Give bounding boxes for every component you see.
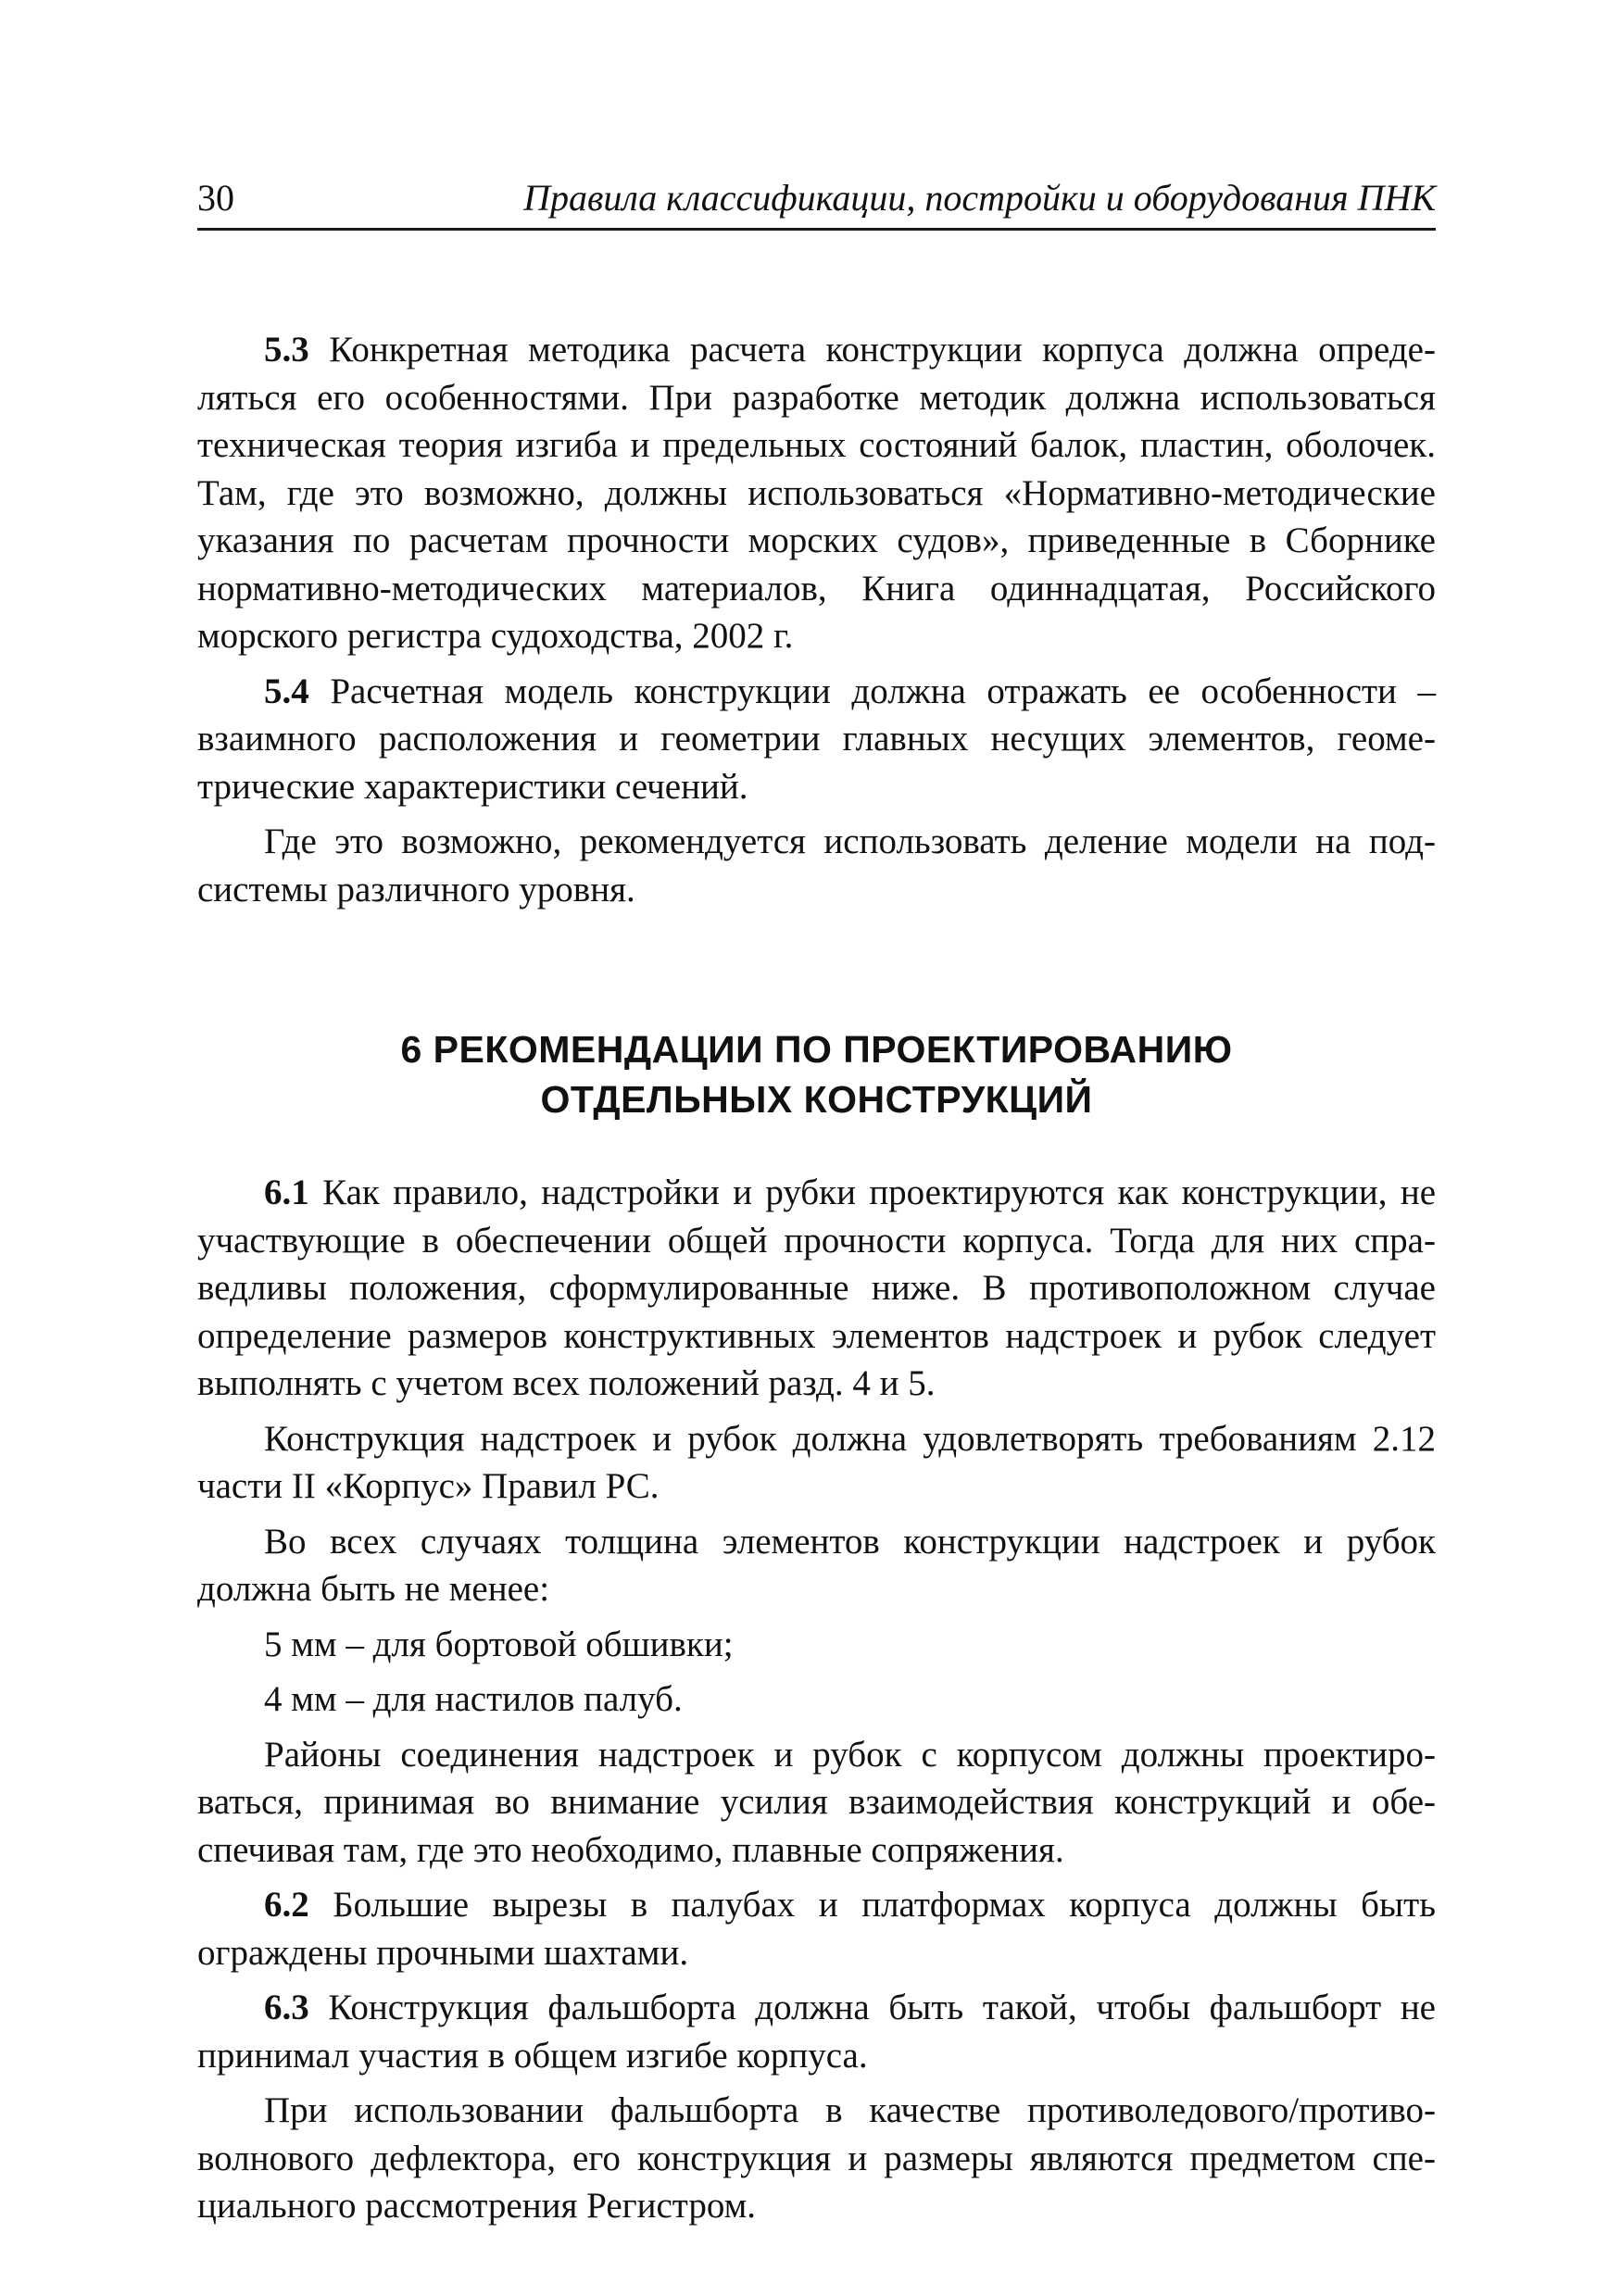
paragraph-text: Большие вырезы в палубах и платформах корпуса должны быть ограждены прочными шахтами. — [197, 1885, 1436, 1973]
list-item: 4 мм – для настилов палуб. — [264, 1679, 683, 1719]
clause-number: 6.2 — [264, 1885, 309, 1925]
heading-line: ОТДЕЛЬНЫХ КОНСТРУКЦИЙ — [540, 1078, 1093, 1121]
paragraph-6-1-c: Во всех случаях толщина элементов конструкции надстроек и рубок должна быть не менее: — [197, 1521, 1436, 1609]
section-heading — [197, 1024, 1436, 1124]
paragraph-6-1-f: Районы соединения надстроек и рубок с корпусом должны проектироваться, принимая во внимание усилия взаимодействия конструкций и обеспечивая там, где это необходимо, плавные сопряжения. — [197, 1734, 1436, 1870]
clause-number: 5.4 — [264, 671, 309, 711]
paragraph-6-1-b: Конструкция надстроек и рубок должна удовлетворять требованиям 2.12 части II «Корпус» Правил РС. — [197, 1418, 1436, 1506]
page-body — [197, 326, 1436, 2230]
paragraph-text: Как правило, надстройки и рубки проектируются как конструкции, не участвующие в обеспечении общей прочности корпуса. Тогда для них справедливы положения, сформулированные ниже. В противоположном случае определение размеров конструктивных элементов надстроек и рубок следует выполнять с учетом всех положений разд. 4 и 5. — [197, 1173, 1436, 1403]
clause-number: 6.1 — [264, 1173, 309, 1212]
paragraph-6-3 — [197, 1984, 1436, 2079]
clause-number: 5.3 — [264, 330, 309, 370]
list-item: 5 мм – для бортовой обшивки; — [264, 1624, 734, 1664]
clause-number: 6.3 — [264, 1988, 309, 2027]
paragraph-text: Конкретная методика расчета конструкции корпуса должна определяться его особенностями. При разработке методик должна использоваться техническая теория изгиба и предельных состояний балок, пластин, оболочек. Там, где это возможно, должны использоваться «Нормативно-методические указания по расчетам прочности морских судов», приведенные в Сборнике нормативно-методических материалов, Книга одиннадцатая, Российского морского регистра судоходства, 2002 г. — [197, 330, 1436, 656]
running-title: Правила классификации, постройки и оборудования ПНК — [523, 177, 1436, 219]
paragraph-text: Расчетная модель конструкции должна отражать ее особенности – взаимного расположения и геометрии главных несущих элементов, геометрические характеристики сечений. — [197, 671, 1436, 807]
running-header — [197, 176, 1436, 231]
paragraph-6-2 — [197, 1881, 1436, 1976]
paragraph-6-1 — [197, 1169, 1436, 1408]
paragraph-text: Конструкция фальшборта должна быть такой, чтобы фальшборт не принимал участия в общем изгибе корпуса. — [197, 1988, 1436, 2076]
paragraph-6-3-b: При использовании фальшборта в качестве противоледового/противоволнового дефлектора, его конструкция и размеры являются предметом специального рассмотрения Регистром. — [197, 2090, 1436, 2226]
heading-line: 6 РЕКОМЕНДАЦИИ ПО ПРОЕКТИРОВАНИЮ — [400, 1028, 1233, 1071]
page-number: 30 — [197, 177, 234, 219]
paragraph-5-4 — [197, 668, 1436, 811]
paragraph-5-4-continued: Где это возможно, рекомендуется использовать деление модели на подсистемы различного уровня. — [197, 822, 1436, 910]
paragraph-5-3 — [197, 326, 1436, 660]
